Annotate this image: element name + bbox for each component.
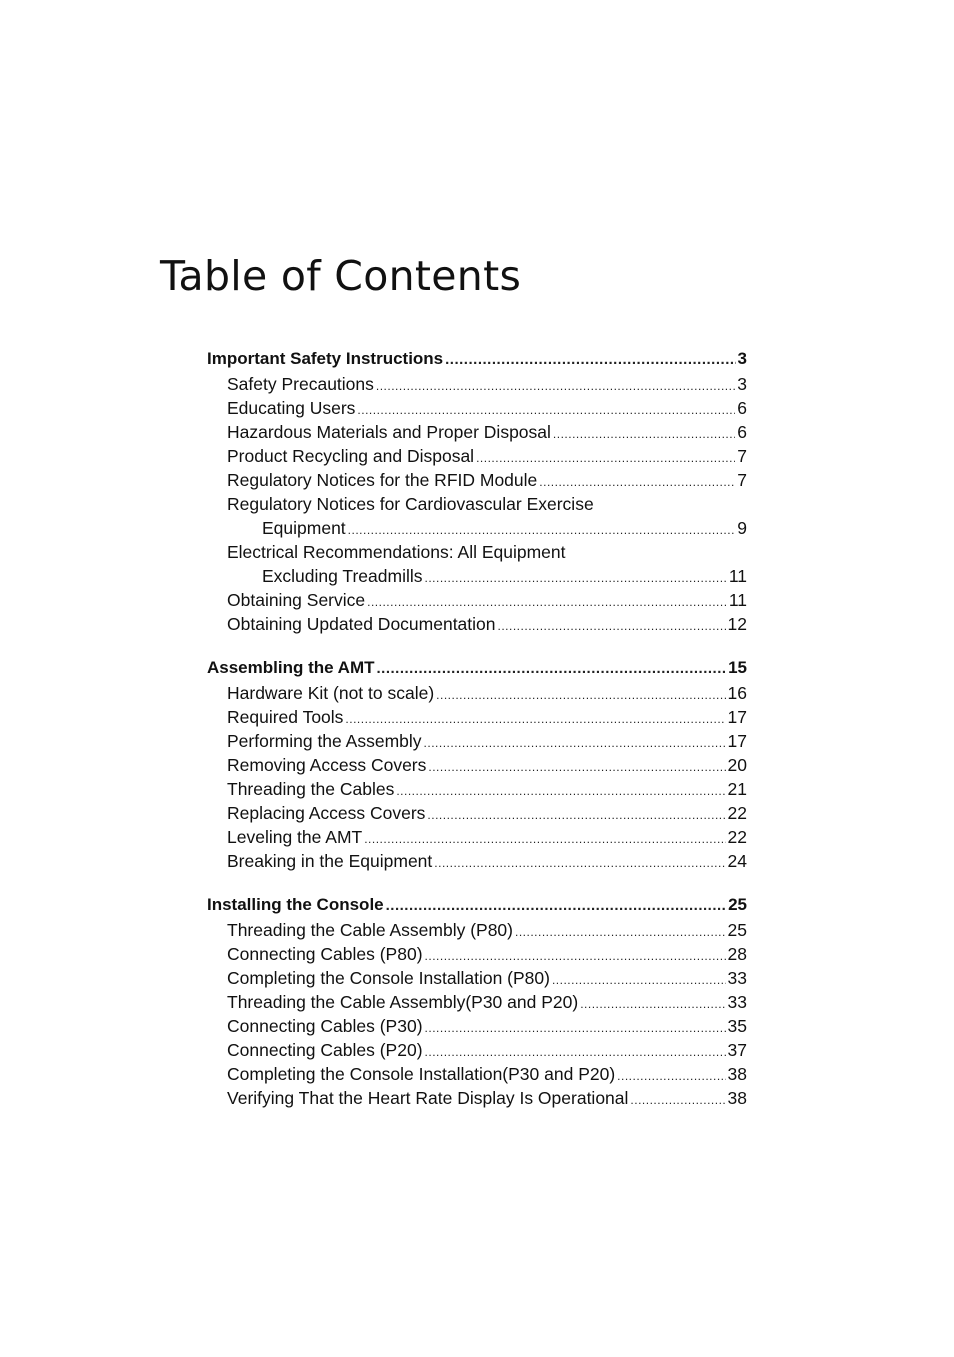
table-of-contents (207, 346, 747, 1129)
dot-leader (434, 851, 725, 875)
toc-entry-title: Performing the Assembly (227, 731, 422, 751)
toc-entry[interactable] (207, 849, 747, 873)
toc-entry-title: Threading the Cables (227, 779, 395, 799)
toc-entry[interactable] (207, 825, 747, 849)
toc-entry-title: Breaking in the Equipment (227, 851, 433, 871)
toc-entry-page: 28 (727, 944, 747, 964)
dot-leader (427, 803, 725, 827)
toc-entry-title: Replacing Access Covers (227, 803, 426, 823)
dot-leader (424, 731, 726, 755)
toc-entry-page: 17 (727, 731, 747, 751)
toc-entry-page: 37 (727, 1040, 747, 1060)
toc-entry-title: Completing the Console Installation(P30 and P20) (227, 1064, 616, 1084)
toc-entry-page: 38 (727, 1064, 747, 1084)
dot-leader (428, 755, 725, 779)
toc-entry[interactable] (207, 396, 747, 420)
dot-leader (498, 614, 726, 638)
toc-entry-page: 24 (727, 851, 747, 871)
dot-leader (425, 944, 726, 968)
dot-leader (425, 1040, 726, 1064)
toc-entry-page: 25 (727, 920, 747, 940)
toc-entry-title: Verifying That the Heart Rate Display Is Operational (227, 1088, 629, 1108)
toc-entry-continuation (207, 564, 747, 588)
toc-entry-title: Hazardous Materials and Proper Disposal (227, 422, 551, 442)
dot-leader (539, 470, 735, 494)
toc-entry-title-line2: Equipment (262, 518, 346, 538)
dot-leader (445, 347, 735, 373)
dot-leader (348, 518, 736, 542)
toc-entry-title: Threading the Cable Assembly (P80) (227, 920, 513, 940)
toc-entry-page: 21 (727, 779, 747, 799)
toc-entry[interactable] (207, 777, 747, 801)
toc-entry-page: 7 (737, 446, 747, 466)
toc-entry-page: 12 (727, 614, 747, 634)
toc-entry[interactable] (207, 942, 747, 966)
toc-entry[interactable] (207, 990, 747, 1014)
toc-entry-page: 11 (728, 590, 747, 610)
toc-entry-page: 35 (727, 1016, 747, 1036)
toc-entry-page: 16 (727, 683, 747, 703)
toc-entry-page: 33 (727, 968, 747, 988)
toc-entry[interactable] (207, 1014, 747, 1038)
toc-entry-page: 38 (727, 1088, 747, 1108)
toc-entry-title-line1: Regulatory Notices for Cardiovascular Exercise (227, 494, 594, 514)
dot-leader (552, 968, 726, 992)
dot-leader (515, 920, 726, 944)
toc-entry[interactable] (207, 372, 747, 396)
toc-entry[interactable] (207, 588, 747, 612)
toc-entry-page: 11 (728, 566, 747, 586)
toc-entry-page: 3 (737, 374, 747, 394)
toc-entry[interactable] (207, 681, 747, 705)
toc-entry[interactable] (207, 1038, 747, 1062)
dot-leader (476, 446, 735, 470)
dot-leader (364, 827, 725, 851)
toc-entry-title: Product Recycling and Disposal (227, 446, 475, 466)
toc-entry-title: Hardware Kit (not to scale) (227, 683, 435, 703)
toc-entry-wrapped[interactable] (207, 540, 747, 588)
dot-leader (617, 1064, 725, 1088)
toc-entry[interactable] (207, 729, 747, 753)
toc-entry-title: Connecting Cables (P20) (227, 1040, 423, 1060)
dot-leader (386, 893, 726, 919)
toc-entry-title: Connecting Cables (P30) (227, 1016, 423, 1036)
toc-entry-page: 22 (727, 827, 747, 847)
toc-heading-page: 3 (737, 349, 747, 368)
toc-heading-title: Assembling the AMT (207, 658, 375, 677)
dot-leader (377, 656, 727, 682)
toc-entry-continuation (207, 516, 747, 540)
toc-entry-page: 7 (737, 470, 747, 490)
toc-heading[interactable] (207, 892, 747, 918)
toc-entry[interactable] (207, 1062, 747, 1086)
toc-entry-page: 6 (737, 398, 747, 418)
toc-entry-page: 9 (737, 518, 747, 538)
toc-heading-title: Important Safety Instructions (207, 349, 444, 368)
dot-leader (367, 590, 727, 614)
toc-entry-title-line2: Excluding Treadmills (262, 566, 423, 586)
toc-entry-title: Educating Users (227, 398, 356, 418)
toc-entry-title: Safety Precautions (227, 374, 374, 394)
dot-leader (376, 374, 735, 398)
toc-entry-page: 17 (727, 707, 747, 727)
toc-entry-title: Obtaining Updated Documentation (227, 614, 496, 634)
page-title: Table of Contents (160, 252, 522, 300)
dot-leader (345, 707, 725, 731)
toc-entry-title: Threading the Cable Assembly(P30 and P20) (227, 992, 579, 1012)
toc-entry-wrapped[interactable] (207, 492, 747, 540)
dot-leader (424, 566, 726, 590)
toc-heading-title: Installing the Console (207, 895, 384, 914)
toc-entry-title-line1: Electrical Recommendations: All Equipment (227, 542, 566, 562)
toc-entry-page: 6 (737, 422, 747, 442)
toc-heading[interactable] (207, 655, 747, 681)
dot-leader (553, 422, 735, 446)
toc-heading[interactable] (207, 346, 747, 372)
toc-entry-title: Obtaining Service (227, 590, 366, 610)
toc-entry[interactable] (207, 801, 747, 825)
toc-section-console (207, 892, 747, 1110)
toc-entry-title: Required Tools (227, 707, 344, 727)
toc-entry-page: 20 (727, 755, 747, 775)
dot-leader (436, 683, 725, 707)
toc-entry-page: 33 (727, 992, 747, 1012)
toc-entry[interactable] (207, 1086, 747, 1110)
dot-leader (630, 1088, 725, 1112)
toc-entry-title: Connecting Cables (P80) (227, 944, 423, 964)
toc-entry[interactable] (207, 444, 747, 468)
toc-entry-title: Removing Access Covers (227, 755, 427, 775)
toc-entry-page: 22 (727, 803, 747, 823)
toc-entry[interactable] (207, 420, 747, 444)
toc-section-assembly (207, 655, 747, 873)
toc-entry[interactable] (207, 468, 747, 492)
toc-heading-page: 15 (728, 658, 747, 677)
toc-entry[interactable] (207, 753, 747, 777)
toc-entry-title: Leveling the AMT (227, 827, 363, 847)
toc-entry-title: Regulatory Notices for the RFID Module (227, 470, 538, 490)
toc-heading-page: 25 (728, 895, 747, 914)
toc-entry[interactable] (207, 966, 747, 990)
toc-entry[interactable] (207, 612, 747, 636)
toc-entry-title: Completing the Console Installation (P80) (227, 968, 550, 988)
dot-leader (425, 1016, 726, 1040)
dot-leader (396, 779, 725, 803)
dot-leader (357, 398, 735, 422)
toc-entry[interactable] (207, 705, 747, 729)
toc-section-safety (207, 346, 747, 636)
toc-entry[interactable] (207, 918, 747, 942)
dot-leader (580, 992, 725, 1016)
